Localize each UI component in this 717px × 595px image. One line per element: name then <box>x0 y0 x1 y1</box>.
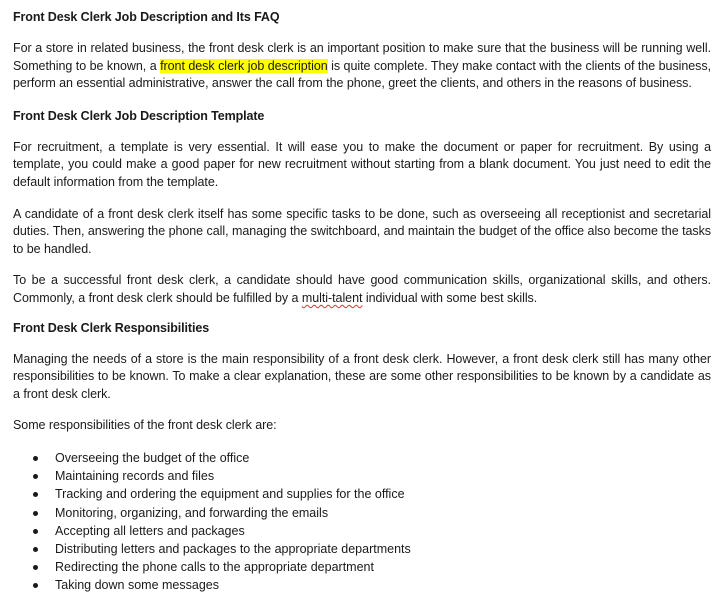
responsibilities-list <box>13 449 711 595</box>
intro-text-start: For a store in related business, the front desk clerk is an important position to make sure that the business will be running well. Something to be known, a <box>13 41 711 73</box>
list-item: Overseeing the budget of the office <box>33 449 711 467</box>
template-section-heading: Front Desk Clerk Job Description Template <box>13 108 265 123</box>
highlighted-link[interactable]: front desk clerk job description <box>160 58 328 73</box>
intro-paragraph <box>13 40 711 93</box>
intro-text-end: is quite complete. They make contact with the clients of the business, perform an essential administrative, answer the call from the phone, greet the clients, and others in the reasons of business. <box>13 58 712 91</box>
list-item: Taking down some messages <box>33 576 711 594</box>
list-item: Maintaining records and files <box>33 467 711 485</box>
template-p3-start: To be a successful front desk clerk, a candidate should have good communication skills, organizational skills, and others. Commonly, a front desk clerk should be fulfilled by a <box>13 273 711 305</box>
template-p3-end: individual with some best skills. <box>362 290 538 305</box>
template-paragraph-1: For recruitment, a template is very essential. It will ease you to make the document or paper for recruitment. By using a template, you could make a good paper for new recruitment without starting from a blank document. You just need to edit the default information from the template. <box>13 139 711 189</box>
list-item: Redirecting the phone calls to the appropriate department <box>33 558 711 576</box>
spellcheck-flagged-word[interactable]: multi-talent <box>301 290 363 305</box>
list-item: Distributing letters and packages to the appropriate departments <box>33 540 711 558</box>
list-item: Tracking and ordering the equipment and supplies for the office <box>33 485 711 503</box>
list-item: Accepting all letters and packages <box>33 522 711 540</box>
responsibilities-paragraph: Managing the needs of a store is the main responsibility of a front desk clerk. However, a front desk clerk still has many other responsibilities to be known. To make a clear explanation, these are some other responsibilities to be known by a candidate as a front desk clerk. <box>13 351 711 401</box>
list-intro: Some responsibilities of the front desk clerk are: <box>13 418 277 433</box>
template-paragraph-3 <box>13 272 711 307</box>
template-paragraph-2: A candidate of a front desk clerk itself has some specific tasks to be done, such as overseeing all receptionist and secretarial duties. Then, answering the phone call, managing the switchboard, and maintain the budget of the office also become the tasks to be handled. <box>13 206 711 256</box>
document-title: Front Desk Clerk Job Description and Its FAQ <box>13 10 280 24</box>
list-item: Monitoring, organizing, and forwarding the emails <box>33 504 711 522</box>
responsibilities-section-heading: Front Desk Clerk Responsibilities <box>13 320 210 335</box>
